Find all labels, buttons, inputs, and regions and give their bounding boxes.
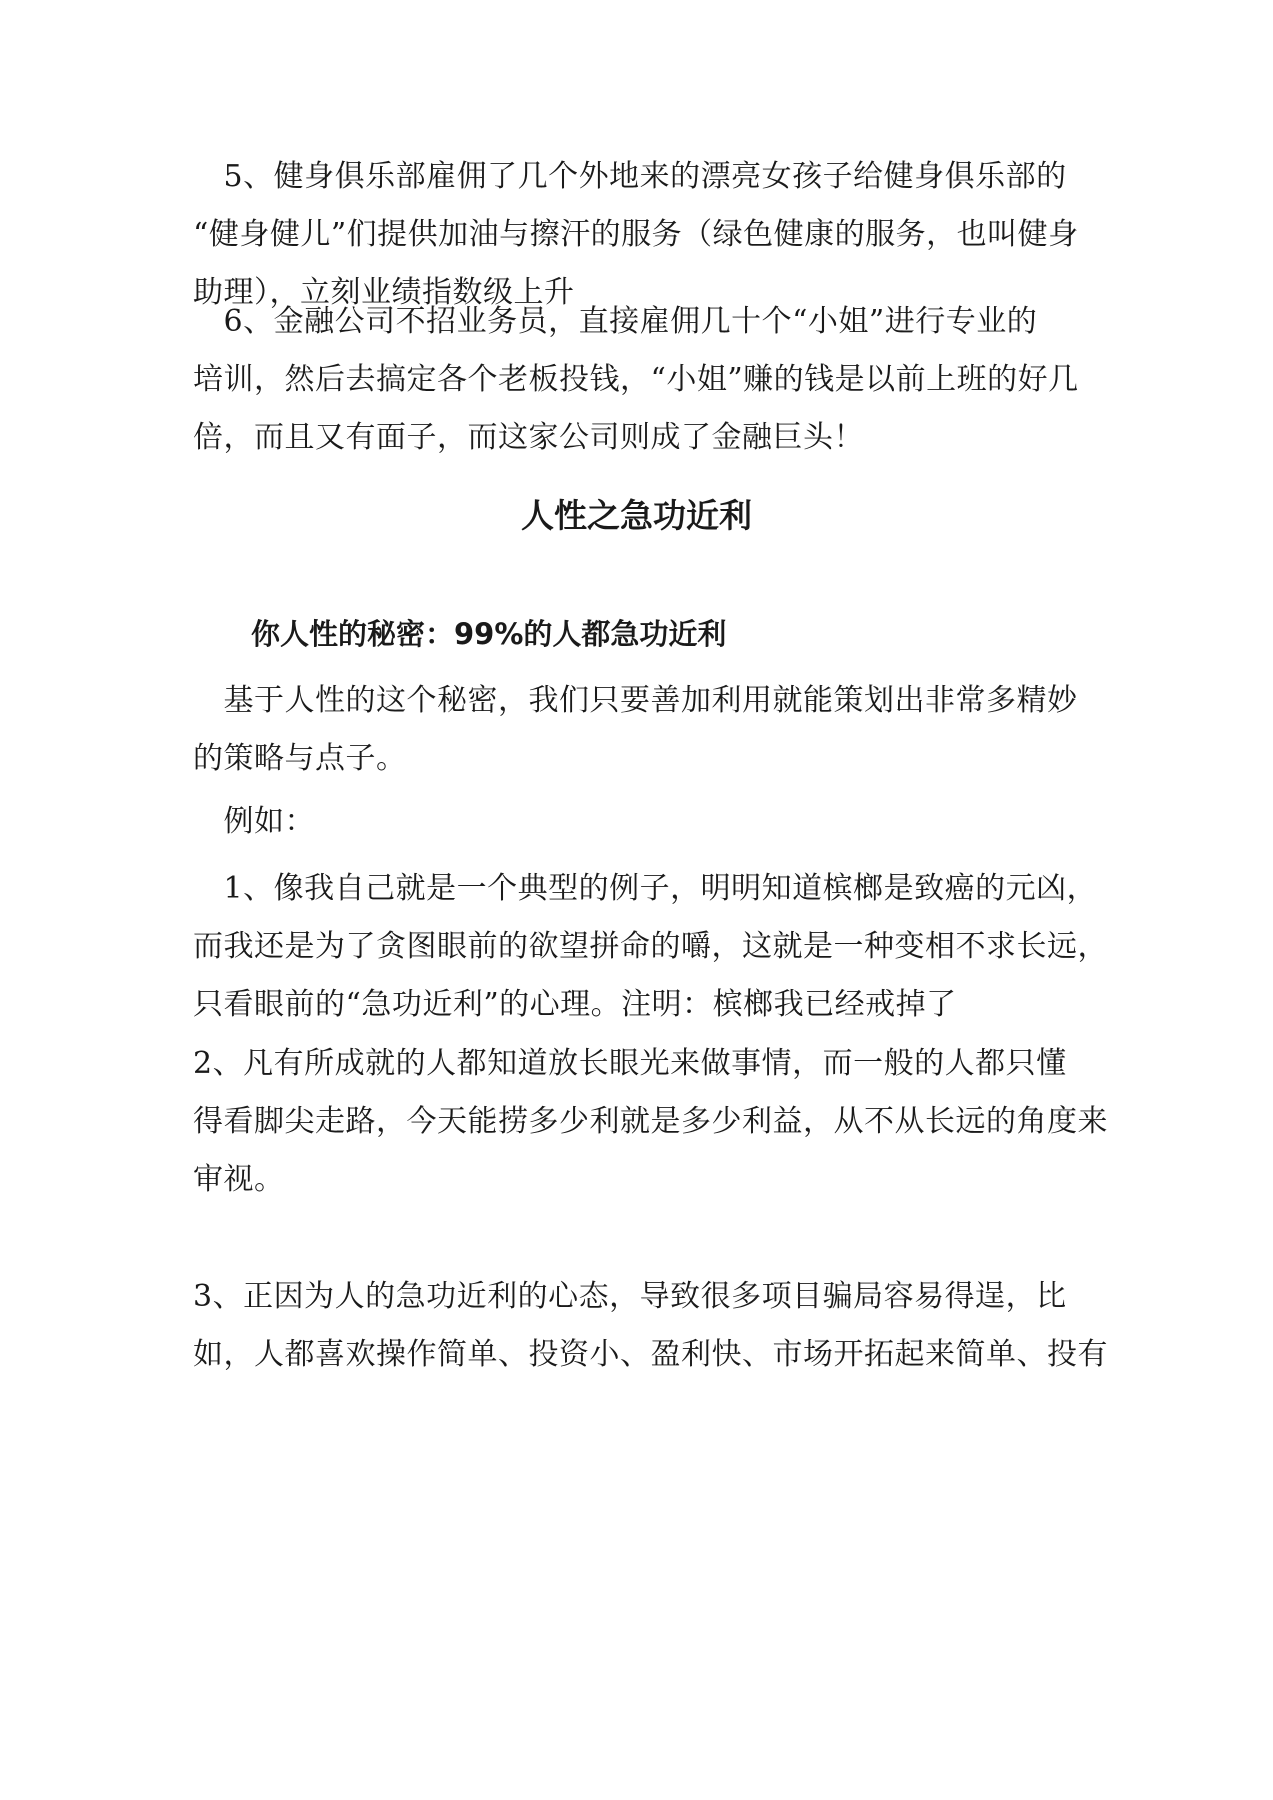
text-line: 培训，然后去搞定各个老板投钱，“小姐”赚的钱是以前上班的好几 bbox=[193, 362, 1079, 397]
paragraph-example-1 bbox=[193, 860, 1108, 1034]
section-title: 人性之急功近利 bbox=[521, 496, 752, 535]
text-line: 只看眼前的“急功近利”的心理。注明：槟榔我已经戒掉了 bbox=[193, 987, 957, 1022]
text-line: 3、正因为人的急功近利的心态，导致很多项目骗局容易得逞，比 bbox=[193, 1279, 1067, 1314]
paragraph-example-3 bbox=[193, 1268, 1108, 1384]
text-line: 2、凡有所成就的人都知道放长眼光来做事情，而一般的人都只懂 bbox=[193, 1046, 1067, 1081]
text-line: 例如： bbox=[193, 804, 315, 839]
paragraph-intro bbox=[193, 672, 1085, 788]
text-line: 如，人都喜欢操作简单、投资小、盈利快、市场开拓起来简单、投有 bbox=[193, 1337, 1108, 1372]
section-subtitle: 你人性的秘密：99%的人都急功近利 bbox=[251, 617, 727, 651]
paragraph-example-label bbox=[193, 793, 1085, 851]
text-line: 1、像我自己就是一个典型的例子，明明知道槟榔是致癌的元凶， bbox=[193, 871, 1098, 906]
paragraph-example-2 bbox=[193, 1035, 1108, 1209]
text-line: 基于人性的这个秘密，我们只要善加利用就能策划出非常多精妙 bbox=[193, 683, 1078, 718]
text-line: 助理），立刻业绩指数级上升 bbox=[193, 275, 575, 310]
text-line: 的策略与点子。 bbox=[193, 741, 407, 776]
text-line: 得看脚尖走路，今天能捞多少利就是多少利益，从不从长远的角度来 bbox=[193, 1104, 1108, 1139]
text-line: 5、健身俱乐部雇佣了几个外地来的漂亮女孩子给健身俱乐部的 bbox=[193, 159, 1067, 194]
text-line: “健身健儿”们提供加油与擦汗的服务（绿色健康的服务，也叫健身 bbox=[193, 217, 1079, 252]
text-line: 6、金融公司不招业务员，直接雇佣几十个“小姐”进行专业的 bbox=[193, 304, 1038, 339]
text-line: 倍，而且又有面子，而这家公司则成了金融巨头！ bbox=[193, 420, 864, 455]
text-line: 审视。 bbox=[193, 1162, 285, 1197]
paragraph-item-6 bbox=[193, 293, 1085, 467]
text-line: 而我还是为了贪图眼前的欲望拼命的嚼，这就是一种变相不求长远， bbox=[193, 929, 1108, 964]
